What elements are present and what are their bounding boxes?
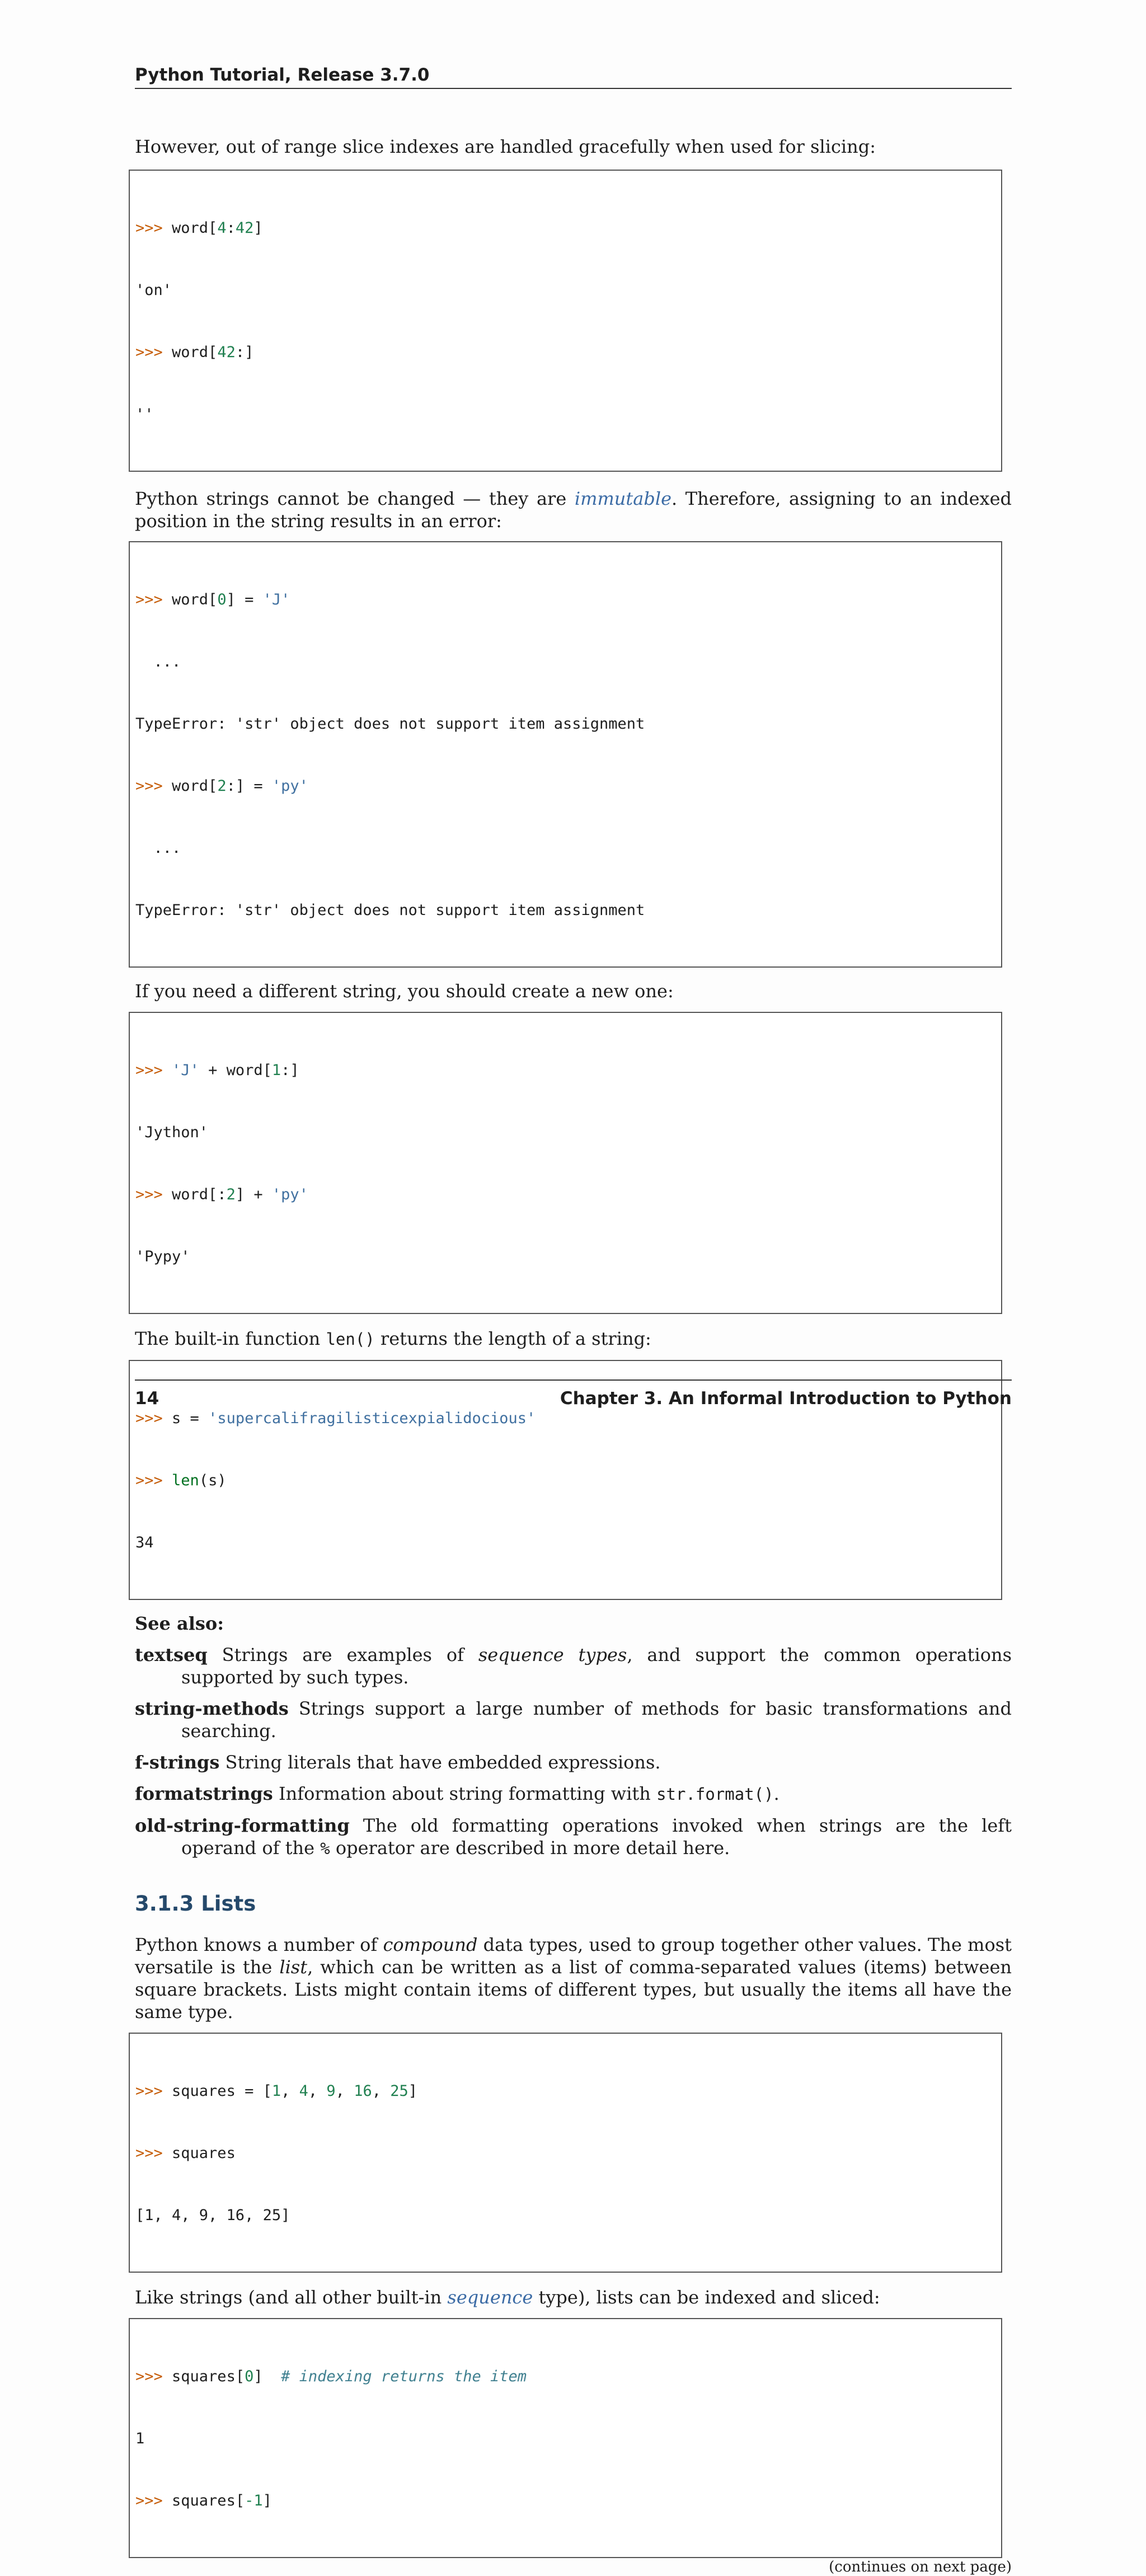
paragraph-slicing-out-of-range: However, out of range slice indexes are handled gracefully when used for slicing: [135, 136, 876, 157]
see-also-item: string-methods Strings support a large number of methods for basic transformations and searching. [135, 1698, 1012, 1742]
code-output: TypeError: 'str' object does not support item assignment [135, 715, 645, 733]
footer-rule [135, 1380, 1012, 1381]
code-block-type-error [129, 541, 1002, 968]
see-also-item: textseq Strings are examples of sequence types, and support the common operations supported by such types. [135, 1644, 1012, 1688]
paragraph-indexing-lists: Like strings (and all other built-in sequence type), lists can be indexed and sliced: [135, 2287, 880, 2308]
code-output: TypeError: 'str' object does not support item assignment [135, 902, 645, 919]
page-content [135, 134, 1012, 2576]
code-output: ... [135, 839, 181, 857]
see-also-term[interactable]: old-string-formatting [135, 1815, 350, 1836]
code-output: 'Pypy' [135, 1248, 190, 1265]
section-heading-lists: 3.1.3 Lists [135, 1892, 256, 1916]
chapter-title: Chapter 3. An Informal Introduction to Python [560, 1388, 1012, 1409]
see-also-item: f-strings String literals that have embedded expressions. [135, 1752, 661, 1773]
code-line: >>> squares = [1, 4, 9, 16, 25] [135, 2082, 417, 2100]
code-line: >>> s = 'supercalifragilisticexpialidocious' [135, 1410, 536, 1427]
page-number: 14 [135, 1388, 159, 1409]
code-output: 34 [135, 1534, 154, 1551]
code-line: >>> len(s) [135, 1472, 227, 1489]
paragraph-new-string: If you need a different string, you should create a new one: [135, 980, 674, 1002]
paragraph-compound-types: Python knows a number of compound data types, used to group together other values. The most versatile is the list, which can be written as a list of comma-separated values (items) between square brackets. Lists might contain items of different types, but usually the items all have the same type. [135, 1934, 1012, 2023]
code-line: >>> squares[0] # indexing returns the item [135, 2368, 527, 2385]
see-also-list [135, 1644, 1012, 1860]
code-line: >>> 'J' + word[1:] [135, 1062, 299, 1079]
see-also-item: formatstrings Information about string formatting with str.format(). [135, 1783, 779, 1804]
code-line: >>> word[2:] = 'py' [135, 777, 308, 795]
code-output: [1, 4, 9, 16, 25] [135, 2207, 290, 2224]
code-block-concat [129, 1012, 1002, 1314]
running-footer [135, 1386, 1012, 1411]
see-also-term[interactable]: formatstrings [135, 1783, 273, 1804]
code-line: >>> word[0] = 'J' [135, 591, 290, 608]
see-also-term[interactable]: string-methods [135, 1698, 289, 1719]
running-header: Python Tutorial, Release 3.7.0 [135, 65, 430, 85]
see-also-term[interactable]: f-strings [135, 1752, 220, 1773]
see-also-title: See also: [135, 1613, 224, 1634]
header-rule [135, 88, 1012, 89]
code-line: >>> squares[-1] [135, 2492, 272, 2509]
code-block-indexing [129, 2318, 1002, 2558]
code-block-squares [129, 2033, 1002, 2273]
paragraph-immutable: Python strings cannot be changed — they are immutable. Therefore, assigning to an indexed position in the string results in an error: [135, 488, 1012, 532]
code-output: '' [135, 406, 154, 423]
link-sequence[interactable]: sequence [447, 2287, 533, 2308]
code-line: >>> word[42:] [135, 344, 254, 361]
continues-note: (continues on next page) [829, 2559, 1012, 2575]
code-output: 1 [135, 2430, 145, 2447]
code-block-slicing [129, 170, 1002, 472]
inline-code-len: len() [326, 1330, 375, 1349]
link-immutable[interactable]: immutable [574, 488, 671, 509]
paragraph-len: The built-in function len() returns the length of a string: [135, 1328, 651, 1349]
see-also-item: old-string-formatting The old formatting operations invoked when strings are the left operand of the % operator are described in more detail here. [135, 1815, 1012, 1859]
code-output: ... [135, 653, 181, 670]
code-output: 'Jython' [135, 1124, 209, 1141]
code-output: 'on' [135, 281, 172, 299]
see-also-term[interactable]: textseq [135, 1644, 208, 1665]
code-line: >>> word[4:42] [135, 219, 263, 237]
code-line: >>> squares [135, 2145, 236, 2162]
code-line: >>> word[:2] + 'py' [135, 1186, 308, 1203]
